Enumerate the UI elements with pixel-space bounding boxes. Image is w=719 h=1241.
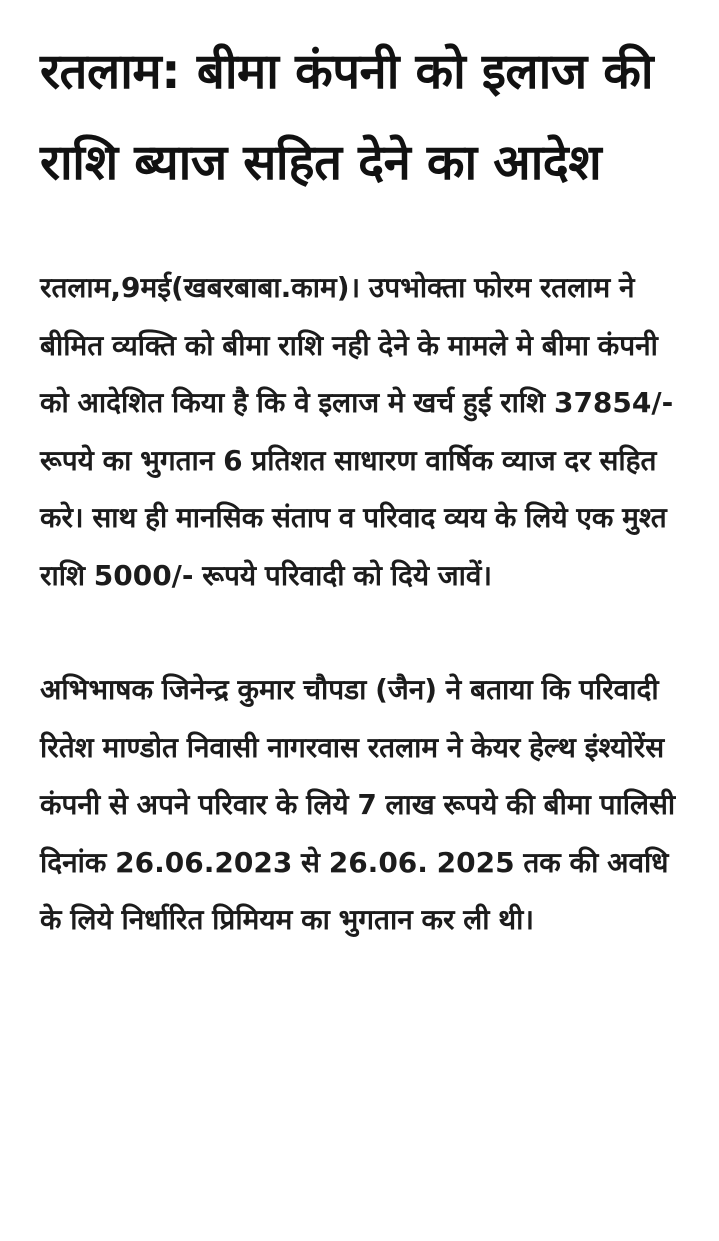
article-headline: रतलाम: बीमा कंपनी को इलाज की राशि ब्याज सहित देने का आदेश	[40, 43, 654, 191]
article-paragraph-1: रतलाम,9मई(खबरबाबा.काम)। उपभोक्ता फोरम रतलाम ने बीमित व्यक्ति को बीमा राशि नही देने के मामले मे बीमा कंपनी को आदेशित किया है कि वे इलाज मे खर्च हुई राशि 37854/- रूपये का भुगतान 6 प्रतिशत साधारण वार्षिक व्याज दर सहित करे। साथ ही मानसिक संताप व परिवाद व्यय के लिये एक मुश्त राशि 5000/- रूपये परिवादी को दिये जावें।	[40, 271, 674, 592]
article-paragraph-2: अभिभाषक जिनेन्द्र कुमार चौपडा (जैन) ने बताया कि परिवादी रितेश माण्डोत निवासी नागरवास रतलाम ने केयर हेल्थ इंश्योरेंस कंपनी से अपने परिवार के लिये 7 लाख रूपये की बीमा पालिसी दिनांक 26.06.2023 से 26.06. 2025 तक की अवधि के लिये निर्धारित प्रिमियम का भुगतान कर ली थी।	[40, 673, 676, 936]
